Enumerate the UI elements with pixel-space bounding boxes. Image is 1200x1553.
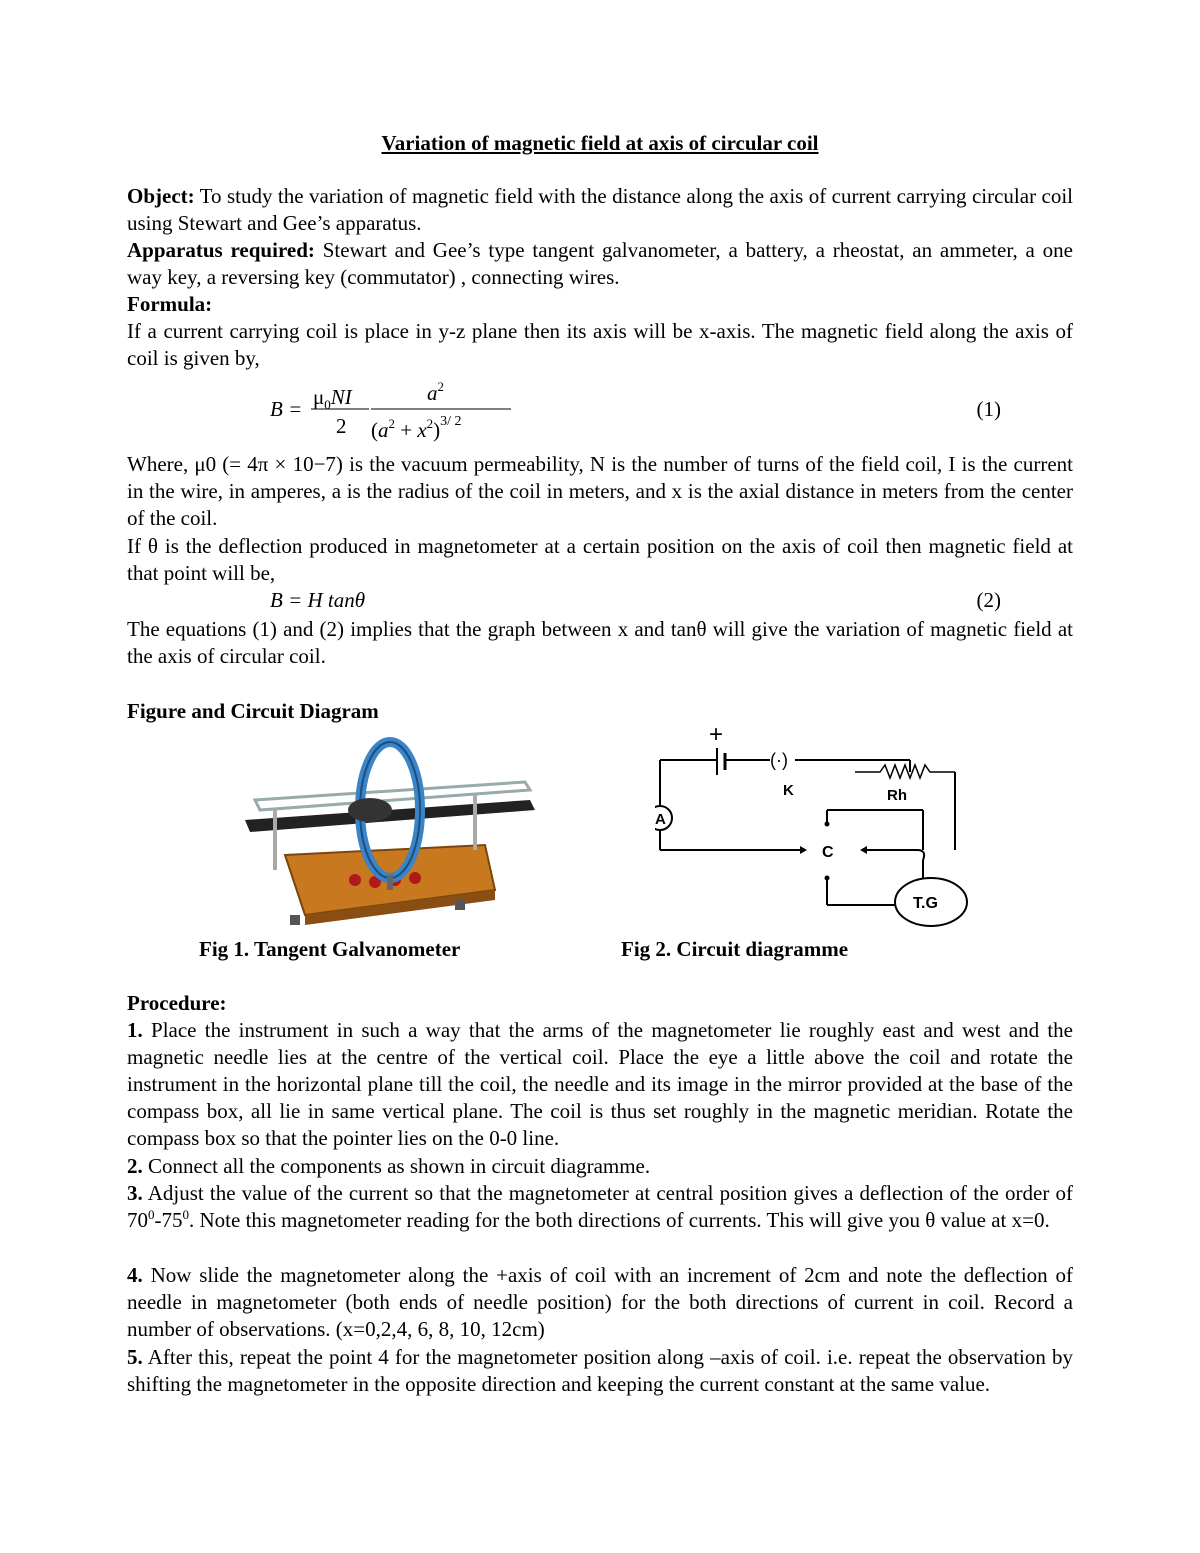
eq1-denominator-2: $(a^2 + x^2)^{3/ 2}$ bbox=[371, 414, 462, 442]
equation-2 bbox=[127, 587, 1073, 614]
step-number: 1. bbox=[127, 1018, 143, 1042]
where-text-3: I is the current in the wire, in amperes, a is the radius of the coil in meters, and x is the axial distance in meters from the center of the coil. bbox=[127, 452, 1073, 530]
ammeter-label: A bbox=[655, 811, 666, 828]
step-text: Now slide the magnetometer along the +axis of coil with an increment of 2cm and note the deflection of needle in magnetometer (both ends of needle position) for the both directions of current in coil. Record a number of observations. (x=0,2,4, 6, 8, 10, 12cm) bbox=[127, 1263, 1073, 1341]
terminal-1 bbox=[349, 874, 361, 886]
step-text-c: . Note this magnetometer reading for the both directions of currents. This will give you θ value at x=0. bbox=[189, 1208, 1050, 1232]
battery-plus-label: + bbox=[709, 721, 724, 748]
apparatus-paragraph bbox=[127, 237, 1073, 291]
rheostat-label: Rh bbox=[887, 787, 907, 804]
degree-sup-a: 0 bbox=[148, 1207, 155, 1222]
object-label: Object: bbox=[127, 184, 195, 208]
galvanometer-label: T.G bbox=[913, 895, 938, 912]
step-number: 3. bbox=[127, 1181, 143, 1205]
tangent-galvanometer-image bbox=[245, 730, 545, 935]
eq1-numerator-1: $\mu_0NI$ bbox=[313, 385, 352, 412]
step-number: 4. bbox=[127, 1263, 143, 1287]
formula-intro: If a current carrying coil is place in y-z plane then its axis will be x-axis. The magnetic field along the axis of coil is given by, bbox=[127, 319, 1073, 370]
compass-box bbox=[348, 798, 392, 822]
page-title: Variation of magnetic field at axis of circular coil bbox=[381, 131, 819, 155]
commutator-arrow-left bbox=[800, 846, 807, 854]
circuit-diagram bbox=[655, 720, 975, 930]
commutator-label: C bbox=[822, 844, 834, 861]
where-text-1: Where, μ0 (= 4π × 10−7) is the vacuum permeability, bbox=[127, 452, 584, 476]
eq1-number: (1) bbox=[976, 397, 1001, 421]
equation-1-graphic bbox=[127, 378, 1073, 448]
rheostat-zigzag bbox=[855, 765, 955, 778]
apparatus-text: Stewart and Gee’s type tangent galvanometer, a battery, a rheostat, an ammeter, a one way key, a reversing key (commutator) , connecting wires. bbox=[127, 238, 1073, 289]
procedure-step-5 bbox=[127, 1344, 1073, 1398]
formula-heading bbox=[127, 291, 1073, 318]
procedure-step-4 bbox=[127, 1262, 1073, 1343]
eq2-number: (2) bbox=[976, 588, 1001, 612]
step-text: Place the instrument in such a way that the arms of the magnetometer lie roughly east and west and the magnetic needle lies at the centre of the vertical coil. Place the eye a little above the coil and rotate the instrument in the horizontal plane till the coil, the needle and its image in the mirror provided at the base of the compass box, all lie in same vertical plane. The coil is thus set roughly in the magnetic meridian. Rotate the compass box so that the pointer lies on the 0-0 line. bbox=[127, 1018, 1073, 1150]
step-number: 5. bbox=[127, 1345, 143, 1369]
scale-rail bbox=[245, 800, 535, 832]
procedure-step-3 bbox=[127, 1180, 1073, 1234]
eq1-numerator-2: $a^2$ bbox=[427, 379, 444, 405]
eq2-text: B = H tanθ bbox=[270, 588, 366, 612]
where-paragraph bbox=[127, 451, 1073, 532]
degree-sup-b: 0 bbox=[182, 1207, 189, 1222]
wire-curve bbox=[917, 850, 924, 860]
step-text-b: -75 bbox=[154, 1208, 183, 1232]
equation-1 bbox=[127, 378, 1073, 442]
eq1-lhs: B = bbox=[270, 397, 303, 421]
where-text-2: N is the number of turns of the field coil, bbox=[583, 452, 943, 476]
base-foot-right bbox=[455, 900, 465, 910]
theta-paragraph: If θ is the deflection produced in magnetometer at a certain position on the axis of coil then magnetic field at that point will be, bbox=[127, 534, 1073, 585]
object-paragraph bbox=[127, 183, 1073, 237]
object-text: To study the variation of magnetic field with the distance along the axis of current carrying circular coil using Stewart and Gee’s apparatus. bbox=[127, 184, 1073, 235]
conclusion-paragraph: The equations (1) and (2) implies that the graph between x and tanθ will give the variation of magnetic field at the axis of circular coil. bbox=[127, 617, 1073, 668]
step-text: After this, repeat the point 4 for the magnetometer position along –axis of coil. i.e. repeat the observation by shifting the magnetometer in the opposite direction and keeping the current constant at the same value. bbox=[127, 1345, 1073, 1396]
key-label: K bbox=[783, 782, 794, 799]
eq1-denominator-1: 2 bbox=[336, 414, 347, 438]
step-text-a: Adjust the value of the current so that the magnetometer at central position gives a deflection of the order of 70 bbox=[127, 1181, 1073, 1232]
apparatus-label: Apparatus required: bbox=[127, 238, 315, 262]
procedure-heading: Procedure: bbox=[127, 991, 227, 1015]
fig1-caption: Fig 1. Tangent Galvanometer bbox=[199, 937, 461, 961]
terminal-4 bbox=[409, 872, 421, 884]
key-symbol: (·) bbox=[770, 750, 788, 770]
commutator-arrow-right bbox=[860, 846, 867, 854]
figures-area bbox=[127, 720, 1073, 961]
figures-heading: Figure and Circuit Diagram bbox=[127, 699, 379, 723]
procedure-step-2 bbox=[127, 1153, 1073, 1180]
step-number: 2. bbox=[127, 1154, 143, 1178]
base-foot-left bbox=[290, 915, 300, 925]
fig2-caption: Fig 2. Circuit diagramme bbox=[621, 937, 849, 961]
procedure-step-1 bbox=[127, 1017, 1073, 1152]
formula-label: Formula: bbox=[127, 292, 213, 316]
step-text: Connect all the components as shown in circuit diagramme. bbox=[142, 1154, 651, 1178]
